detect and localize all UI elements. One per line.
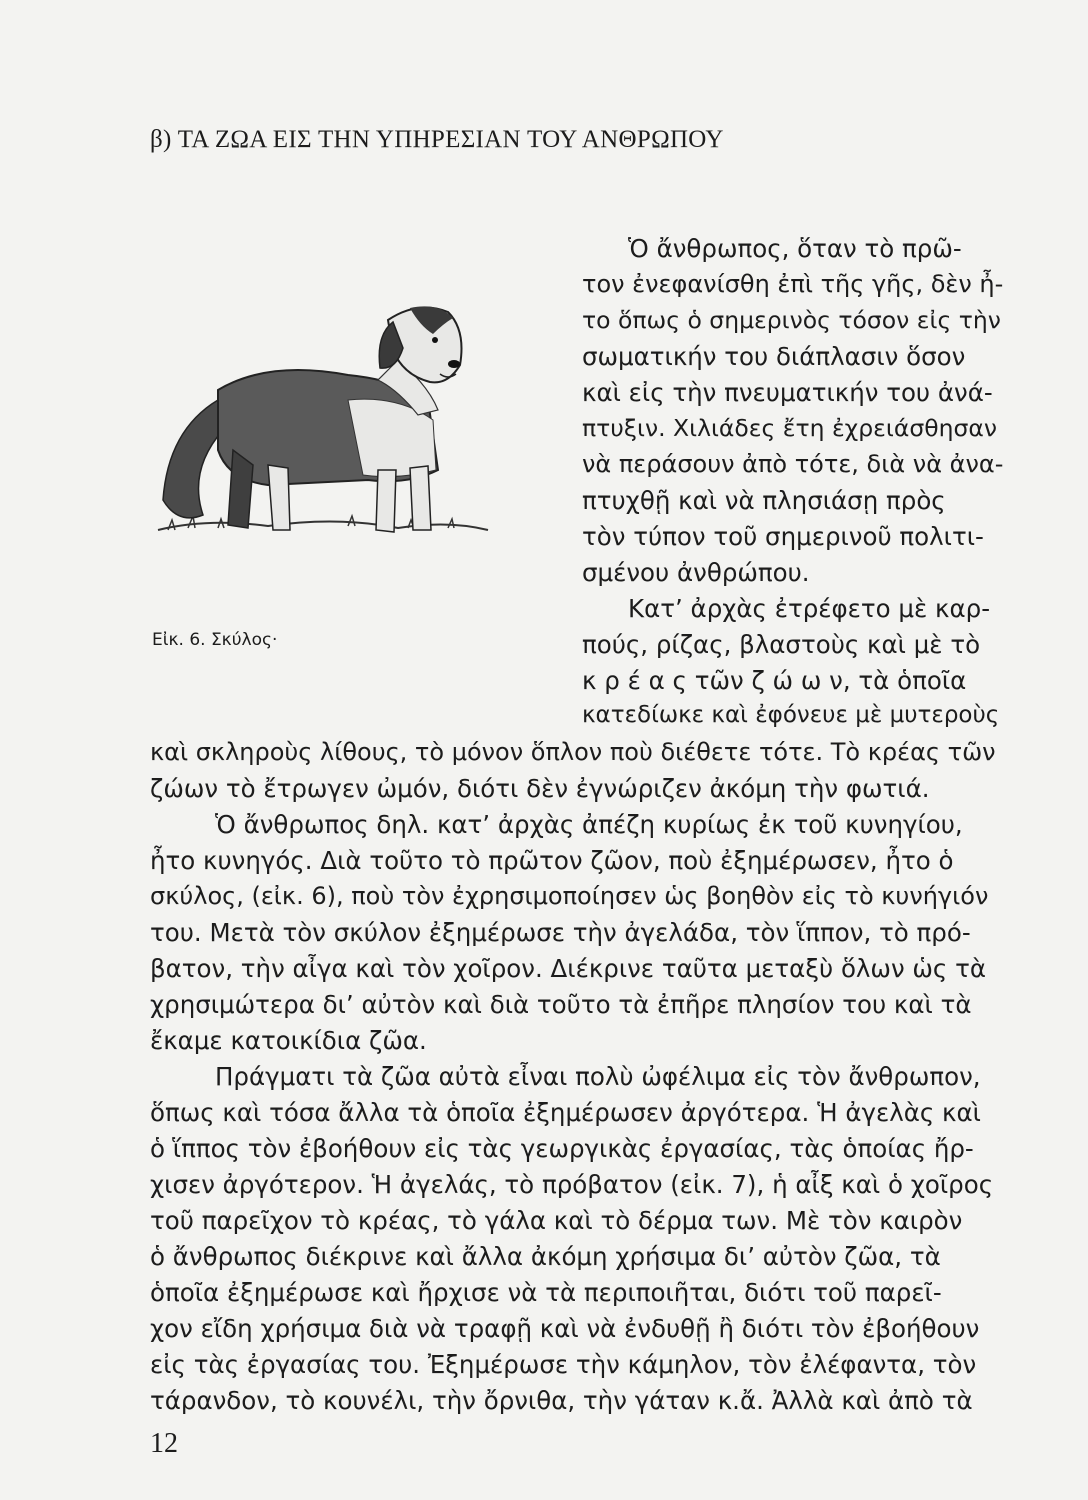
text-line: καὶ σκληροὺς λίθους, τὸ μόνον ὅπλον ποὺ διέθετε τότε. Τὸ κρέας τῶν bbox=[150, 738, 996, 766]
text-line: χρησιμώτερα δι’ αὐτὸν καὶ διὰ τοῦτο τὰ ἐπῆρε πλησίον του καὶ τὰ bbox=[150, 990, 972, 1019]
text-line: κατεδίωκε καὶ ἐφόνευε μὲ μυτεροὺς bbox=[582, 702, 1000, 728]
text-line: τοῦ παρεῖχον τὸ κρέας, τὸ γάλα καὶ τὸ δέρμα των. Μὲ τὸν καιρὸν bbox=[150, 1206, 963, 1235]
text-line: του. Μετὰ τὸν σκύλον ἐξημέρωσε τὴν ἀγελάδα, τὸν ἵππον, τὸ πρό- bbox=[150, 918, 971, 947]
text-line: το ὅπως ὁ σημερινὸς τόσον εἰς τὴν bbox=[582, 306, 1001, 334]
text-line: Πράγματι τὰ ζῶα αὐτὰ εἶναι πολὺ ὠφέλιμα εἰς τὸν ἄνθρωπον, bbox=[215, 1062, 981, 1091]
text-line: χον εἴδη χρήσιμα διὰ νὰ τραφῇ καὶ νὰ ἐνδυθῇ ἢ διότι τὸν ἐβοήθουν bbox=[150, 1314, 980, 1343]
text-line: σωματικήν του διάπλασιν ὅσον bbox=[582, 342, 966, 371]
text-line: Ὁ ἄνθρωπος δηλ. κατ’ ἀρχὰς ἀπέζη κυρίως ἐκ τοῦ κυνηγίου, bbox=[215, 810, 963, 839]
text-line: πτυχθῇ καὶ νὰ πλησιάσῃ πρὸς bbox=[582, 486, 946, 515]
text-line: Κατ’ ἀρχὰς ἐτρέφετο μὲ καρ- bbox=[628, 594, 991, 623]
text-line: τὸν τύπον τοῦ σημερινοῦ πολιτι- bbox=[582, 522, 984, 551]
text-line: ἔκαμε κατοικίδια ζῶα. bbox=[150, 1026, 427, 1055]
text-line: ζώων τὸ ἔτρωγεν ὠμόν, διότι δὲν ἐγνώριζεν ἀκόμη τὴν φωτιά. bbox=[150, 774, 930, 803]
text-line: καὶ εἰς τὴν πνευματικήν του ἀνά- bbox=[582, 378, 993, 407]
text-line: πτυξιν. Χιλιάδες ἔτη ἐχρειάσθησαν bbox=[582, 414, 997, 442]
text-line: εἰς τὰς ἐργασίας του. Ἐξημέρωσε τὴν κάμηλον, τὸν ἐλέφαντα, τὸν bbox=[150, 1350, 977, 1379]
text-line: σμένου ἀνθρώπου. bbox=[582, 558, 810, 587]
text-line: ὁ ἵππος τὸν ἐβοήθουν εἰς τὰς γεωργικὰς ἐργασίας, τὰς ὁποίας ἤρ- bbox=[150, 1134, 974, 1163]
text-line: ἦτο κυνηγός. Διὰ τοῦτο τὸ πρῶτον ζῶον, ποὺ ἐξημέρωσεν, ἦτο ὁ bbox=[150, 846, 954, 875]
text-line: ὁποῖα ἐξημέρωσε καὶ ἤρχισε νὰ τὰ περιποιῆται, διότι τοῦ παρεῖ- bbox=[150, 1278, 942, 1307]
text-line: τον ἐνεφανίσθη ἐπὶ τῆς γῆς, δὲν ἦ- bbox=[582, 270, 1004, 298]
page-number: 12 bbox=[150, 1428, 178, 1459]
dog-illustration-icon bbox=[148, 290, 508, 550]
text-line: πούς, ρίζας, βλαστοὺς καὶ μὲ τὸ bbox=[582, 630, 981, 659]
text-line: χισεν ἀργότερον. Ἡ ἀγελάς, τὸ πρόβατον (εἰκ. 7), ἡ αἶξ καὶ ὁ χοῖρος bbox=[150, 1170, 994, 1199]
text-line: τάρανδον, τὸ κουνέλι, τὴν ὄρνιθα, τὴν γάταν κ.ἄ. Ἀλλὰ καὶ ἀπὸ τὰ bbox=[150, 1386, 973, 1415]
text-line: Ὁ ἄνθρωπος, ὅταν τὸ πρῶ- bbox=[628, 234, 962, 263]
text-line: ὁ ἄνθρωπος διέκρινε καὶ ἄλλα ἀκόμη χρήσιμα δι’ αὐτὸν ζῶα, τὰ bbox=[150, 1242, 941, 1271]
dog-figure bbox=[148, 290, 508, 550]
text-line: βατον, τὴν αἶγα καὶ τὸν χοῖρον. Διέκρινε ταῦτα μεταξὺ ὅλων ὡς τὰ bbox=[150, 954, 987, 983]
figure-caption: Εἰκ. 6. Σκύλος· bbox=[152, 630, 278, 650]
text-line: ὅπως καὶ τόσα ἄλλα τὰ ὁποῖα ἐξημέρωσεν ἀργότερα. Ἡ ἀγελὰς καὶ bbox=[150, 1098, 981, 1127]
section-heading: β) ΤΑ ΖΩΑ ΕΙΣ ΤΗΝ ΥΠΗΡΕΣΙΑΝ ΤΟΥ ΑΝΘΡΩΠΟΥ bbox=[150, 126, 724, 153]
text-line: νὰ περάσουν ἀπὸ τότε, διὰ νὰ ἀνα- bbox=[582, 450, 1004, 478]
text-line: κ ρ έ α ς τῶν ζ ώ ω ν, τὰ ὁποῖα bbox=[582, 666, 967, 695]
text-line: σκύλος, (εἰκ. 6), ποὺ τὸν ἐχρησιμοποίησεν ὡς βοηθὸν εἰς τὸ κυνήγιόν bbox=[150, 882, 989, 910]
